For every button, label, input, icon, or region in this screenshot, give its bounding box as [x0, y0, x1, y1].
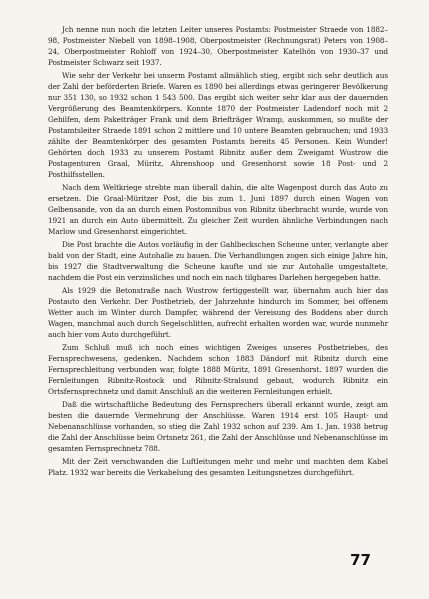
body-text	[48, 24, 388, 478]
paragraph: Zum Schluß muß ich noch eines wichtigen Zweiges unseres Postbetriebes, des Fernsprechwesens, gedenken. Nachdem schon 1883 Dändorf mit Ribnitz durch eine Fernsprechleitung verbunden war, folgte 1888 Müritz, 1891 Gresenhorst. 1897 wurden die Fernleitungen Ribnitz-Rostock und Ribnitz-Stralsund gebaut, wodurch Ribnitz ein Ortsfernsprechnetz und damit Anschluß an die weiteren Fernleitungen erhielt.	[48, 343, 388, 396]
page-number: 77	[350, 551, 371, 569]
paragraph: Mit der Zeit verschwanden die Luftleitungen mehr und mehr und machten dem Kabel Platz. 1932 war bereits die Verkabelung des gesamten Leitungsnetzes durchgeführt.	[48, 457, 388, 477]
paragraph: Nach dem Weltkriege strebte man überall dahin, die alte Wagenpost durch das Auto zu ersetzen. Die Graal-Müritzer Post, die bis zum 1. Juni 1897 durch einen Wagen von Gelbensande, von da an durch einen Postomnibus von Ribnitz überbracht wurde, wurde von 1921 an durch ein Auto übermittelt. Zu gleicher Zeit wurden ähnliche Verbindungen nach Marlow und Gresenhorst eingerichtet.	[48, 183, 388, 236]
paragraph: Daß die wirtschaftliche Bedeutung des Fernsprechers überall erkannt wurde, zeigt am besten die dauernde Vermehrung der Anschlüsse. Waren 1914 erst 105 Haupt- und Nebenanschlüsse vorhanden, so stieg die Zahl 1932 schon auf 239. Am 1. Jan. 1938 betrug die Zahl der Anschlüsse beim Ortsnetz 261, die Zahl der Anschlüsse und Nebenanschlüsse im gesamten Fernsprechnetz 788.	[48, 400, 388, 453]
paragraph: Jch nenne nun noch die letzten Leiter unseres Postamts: Postmeister Straede von 1882–98, Postmeister Niebell von 1898–1908, Oberpostmeister (Rechnungsrat) Peters von 1908–24, Oberpostmeister Rohloff von 1924–30, Oberpostmeister Katelhön von 1930–37 und Postmeister Schwarz seit 1937.	[48, 25, 388, 67]
paragraph: Als 1929 die Betonstraße nach Wustrow fertiggestellt war, übernahm auch hier das Postauto den Verkehr. Der Postbetrieb, der Jahrzehnte hindurch im Sommer, bei offenem Wetter auch im Winter durch Dampfer, während der Vereisung des Boddens aber durch Wagen, manchmal auch durch Segelschlitten, aufrecht erhalten worden war, wurde nunmehr auch hier vom Auto durchgeführt.	[48, 286, 388, 339]
paragraph: Wie sehr der Verkehr bei unserm Postamt allmählich stieg, ergibt sich sehr deutlich aus der Zahl der beförderten Briefe. Waren es 1890 bei allerdings etwas geringerer Bevölkerung nur 351 130, so 1932 schon 1 543 500. Das ergibt sich weiter sehr klar aus der dauernden Vergrößerung des Beamtenkörpers. Konnte 1870 der Postmeister Ladendorf noch mit 2 Gehilfen, dem Paketträger Frank und dem Briefträger Wramp, auskommen, so mußte der Postamtsleiter Straede 1891 schon 2 mittlere und 10 untere Beamten gebrauchen; und 1933 zählte der Beamtenkörper des gesamten Postamts bereits 45 Personen. Kein Wunder! Gehörten doch 1933 zu unserem Postamt Ribnitz außer dem Zweigamt Wustrow die Postagenturen Graal, Müritz, Ahrenshoop und Gresenhorst sowie 18 Post- und 2 Posthilfsstellen.	[48, 71, 388, 179]
paragraph: Die Post brachte die Autos vorläufig in der Gahlbeckschen Scheune unter, verlangte aber bald von der Stadt, eine Autohalle zu bauen. Die Verhandlungen zogen sich einige Jahre hin, bis 1927 die Stadtverwaltung die Scheune kaufte und sie zur Autohalle umgestaltete, nachdem die Post ein verzinsliches und noch ein nach tilgbares Darlehen hergegeben hatte.	[48, 240, 388, 282]
